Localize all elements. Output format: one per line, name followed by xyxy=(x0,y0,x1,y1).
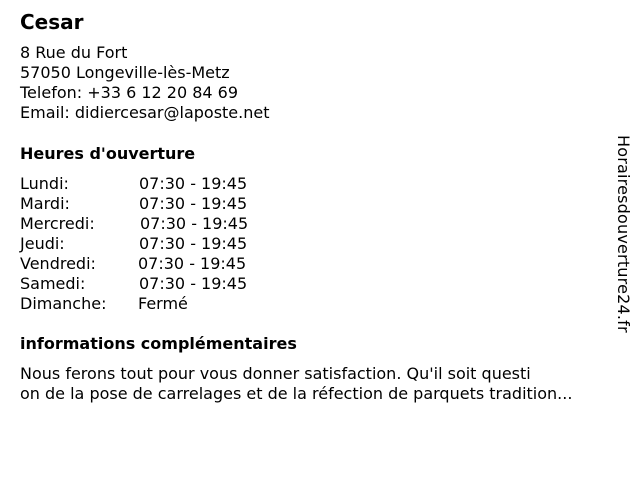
time-value: 07:30 - 19:45 xyxy=(139,274,248,293)
hours-row-wednesday xyxy=(20,214,320,234)
hours-row-friday xyxy=(20,254,320,274)
opening-hours-heading: Heures d'ouverture xyxy=(20,144,196,163)
hours-row-thursday xyxy=(20,234,320,254)
opening-hours-table xyxy=(20,174,320,314)
hours-row-monday xyxy=(20,174,320,194)
time-value: 07:30 - 19:45 xyxy=(139,234,248,253)
info-line-2: on de la pose de carrelages et de la réfection de parquets tradition... xyxy=(20,384,573,403)
day-label: Samedi: xyxy=(20,274,86,293)
day-label: Lundi: xyxy=(20,174,69,193)
business-name: Cesar xyxy=(20,10,84,34)
time-value: 07:30 - 19:45 xyxy=(139,174,248,193)
hours-row-tuesday xyxy=(20,194,320,214)
site-brand-watermark: Horairesdouverture24.fr xyxy=(614,135,633,333)
day-label: Mardi: xyxy=(20,194,70,213)
day-label: Dimanche: xyxy=(20,294,107,313)
additional-info-text xyxy=(20,364,625,404)
hours-row-saturday xyxy=(20,274,320,294)
hours-row-sunday xyxy=(20,294,320,314)
day-label: Mercredi: xyxy=(20,214,95,233)
info-line-1: Nous ferons tout pour vous donner satisfaction. Qu'il soit questi xyxy=(20,364,531,383)
additional-info-heading: informations complémentaires xyxy=(20,334,297,353)
day-label: Jeudi: xyxy=(20,234,65,253)
phone-number: Telefon: +33 6 12 20 84 69 xyxy=(20,83,239,102)
time-value: Fermé xyxy=(138,294,188,313)
time-value: 07:30 - 19:45 xyxy=(138,254,247,273)
address-city: 57050 Longeville-lès-Metz xyxy=(20,63,230,82)
email-address: Email: didiercesar@laposte.net xyxy=(20,103,270,122)
day-label: Vendredi: xyxy=(20,254,96,273)
time-value: 07:30 - 19:45 xyxy=(140,214,249,233)
time-value: 07:30 - 19:45 xyxy=(139,194,248,213)
contact-block xyxy=(20,43,270,123)
address-street: 8 Rue du Fort xyxy=(20,43,128,62)
